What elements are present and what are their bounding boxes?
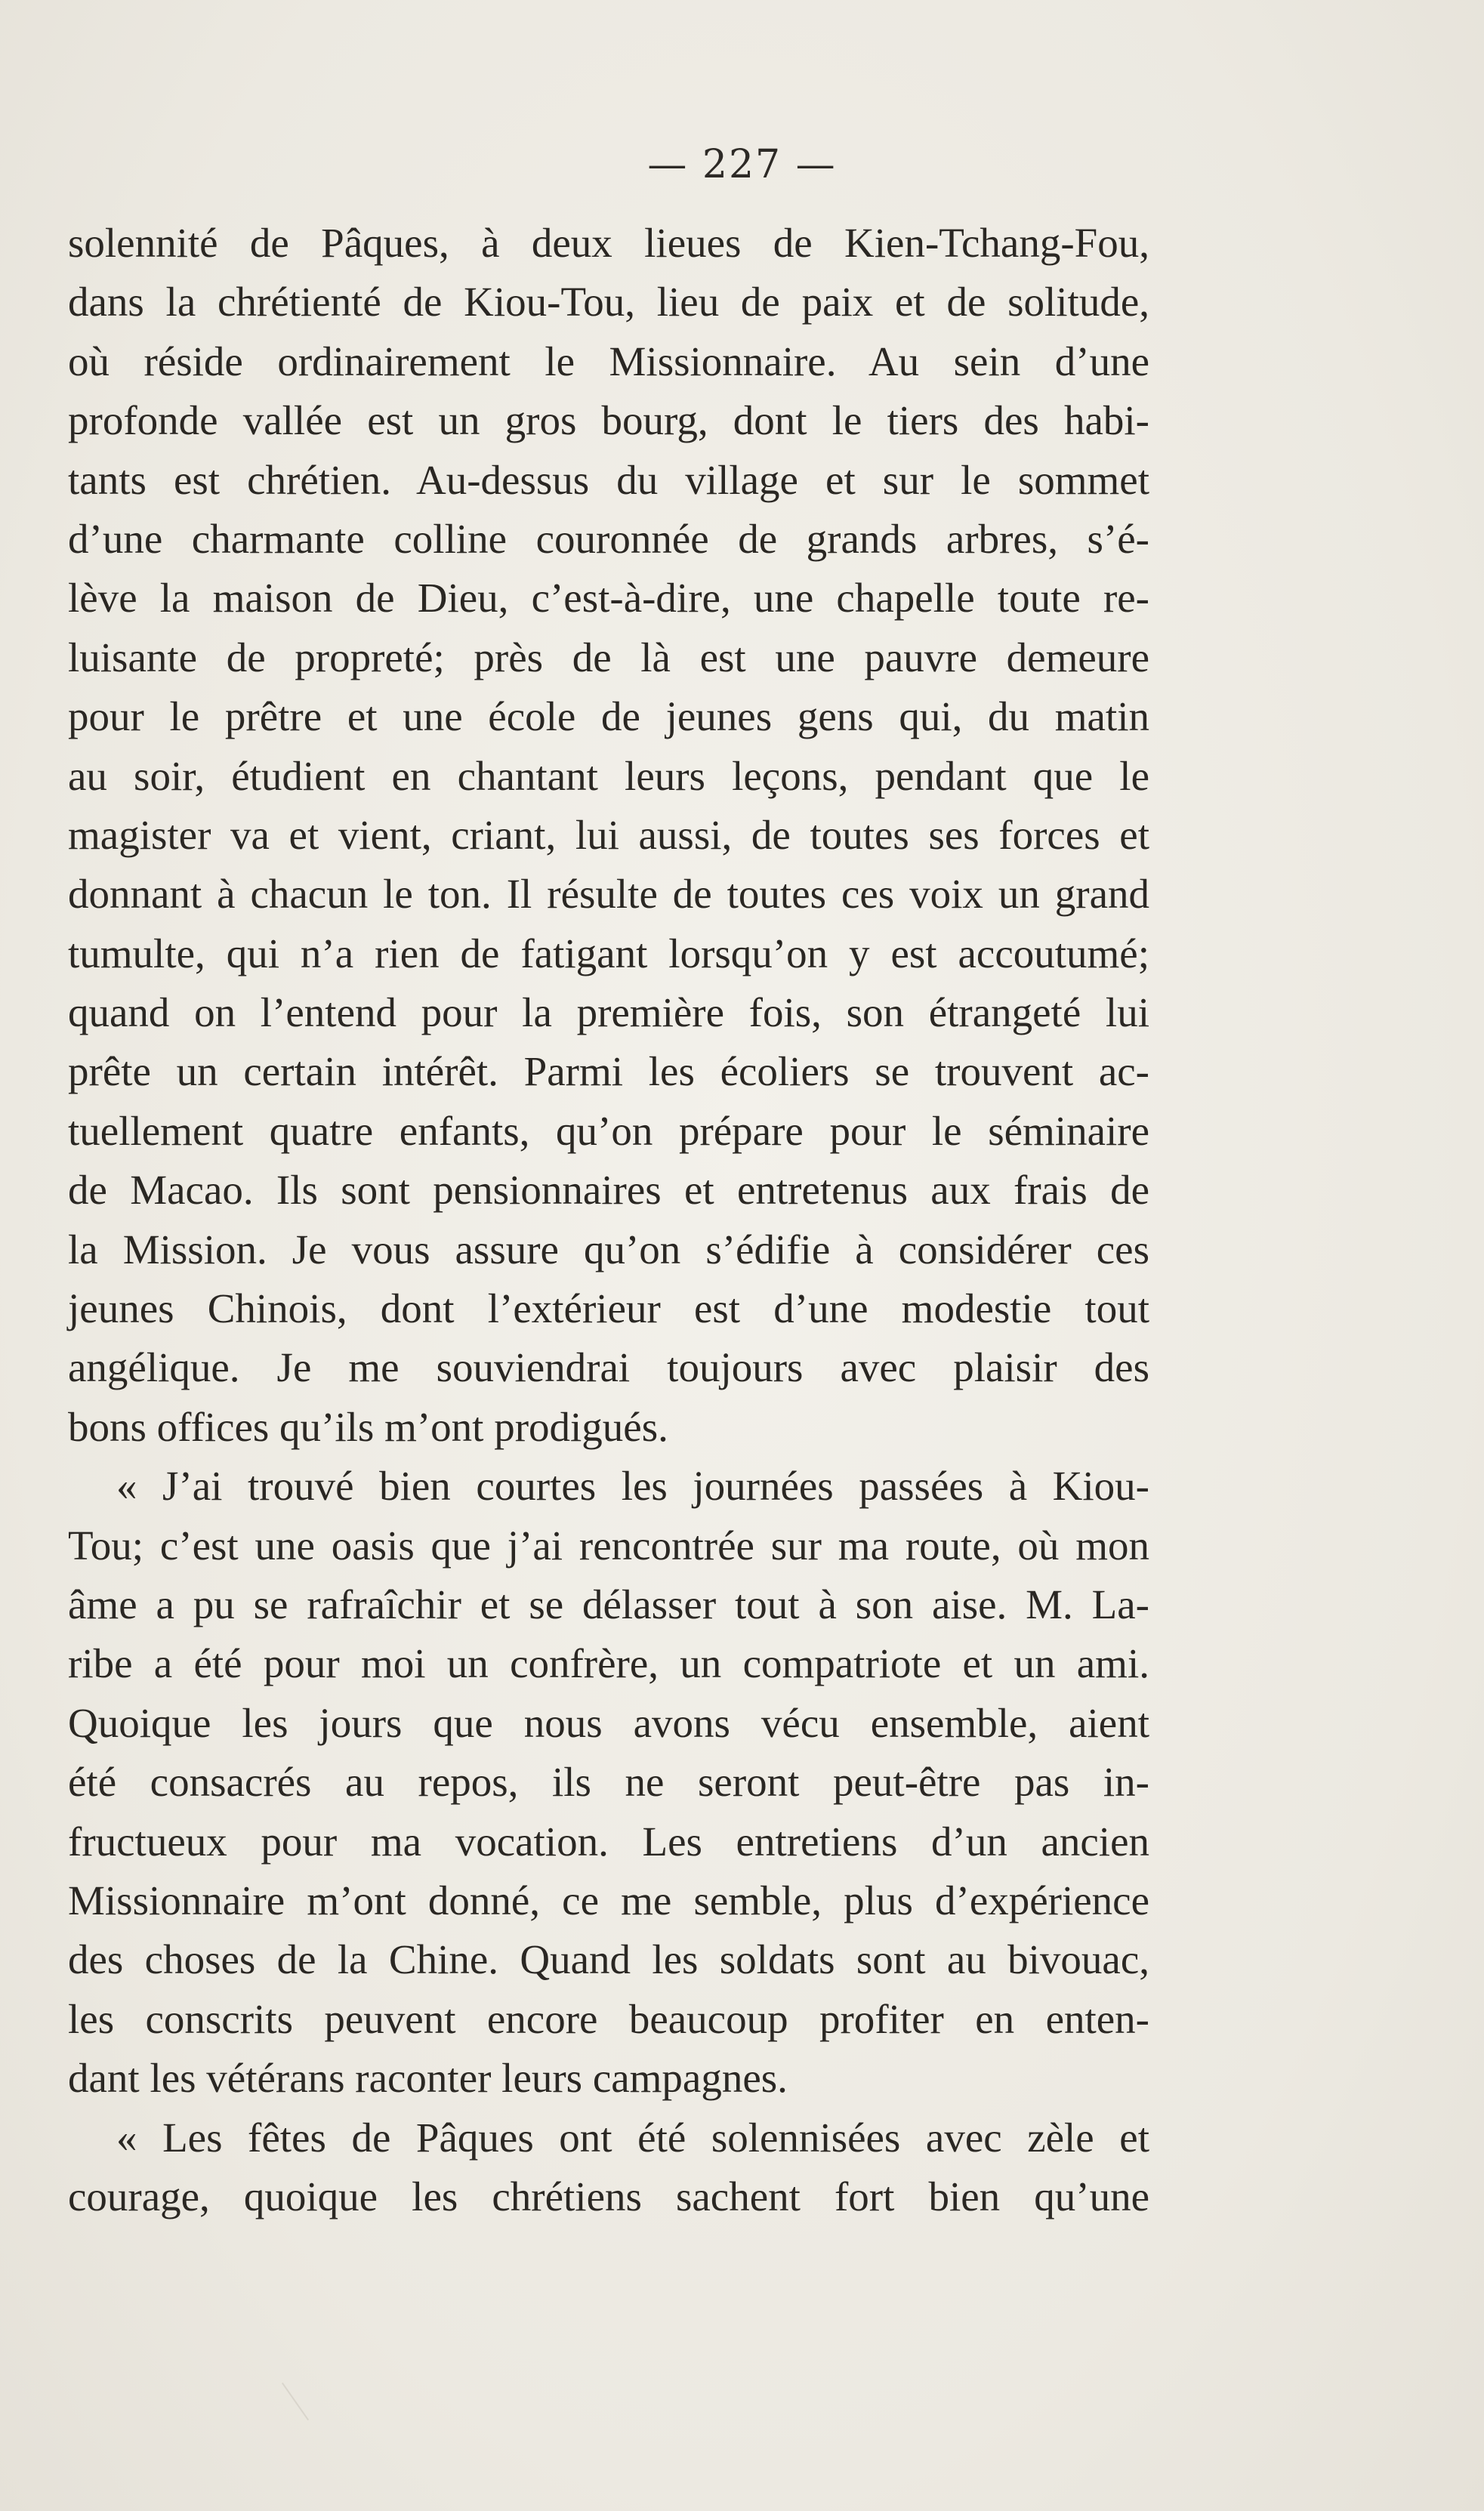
text-line: la Mission. Je vous assure qu’on s’édifie à considérer ces — [68, 1226, 1149, 1272]
text-line: fructueux pour ma vocation. Les entretiens d’un ancien — [68, 1818, 1149, 1865]
text-line: « J’ai trouvé bien courtes les journées passées à Kiou- — [116, 1463, 1149, 1510]
text-line: tuellement quatre enfants, qu’on prépare pour le séminaire — [68, 1107, 1149, 1154]
text-line: quand on l’entend pour la première fois, son étrangeté lui — [68, 989, 1149, 1036]
text-line: Tou; c’est une oasis que j’ai rencontrée sur ma route, où mon — [68, 1522, 1149, 1569]
paper-crease-mark — [282, 2383, 309, 2420]
text-line: dant les vétérans raconter leurs campagnes. — [68, 2055, 788, 2102]
text-line: angélique. Je me souviendrai toujours avec plaisir des — [68, 1344, 1149, 1391]
text-line: profonde vallée est un gros bourg, dont le tiers des habi- — [68, 397, 1149, 444]
body-text — [68, 214, 1149, 2226]
text-line: Quoique les jours que nous avons vécu ensemble, aient — [68, 1699, 1149, 1746]
text-line: lève la maison de Dieu, c’est-à-dire, une chapelle toute re- — [68, 575, 1149, 622]
text-line: magister va et vient, criant, lui aussi, de toutes ses forces et — [68, 811, 1149, 858]
text-line: « Les fêtes de Pâques ont été solennisées avec zèle et — [116, 2114, 1149, 2161]
text-line: jeunes Chinois, dont l’extérieur est d’une modestie tout — [68, 1285, 1149, 1332]
text-line: bons offices qu’ils m’ont prodigués. — [68, 1403, 668, 1450]
text-line: âme a pu se rafraîchir et se délasser tout à son aise. M. La- — [68, 1581, 1149, 1627]
page-number: — 227 — — [647, 142, 837, 187]
text-line: tants est chrétien. Au-dessus du village et sur le sommet — [68, 456, 1149, 503]
text-line: au soir, étudient en chantant leurs leçons, pendant que le — [68, 752, 1149, 799]
text-line: donnant à chacun le ton. Il résulte de toutes ces voix un grand — [68, 871, 1149, 918]
text-line: prête un certain intérêt. Parmi les écoliers se trouvent ac- — [68, 1048, 1149, 1095]
text-line: pour le prêtre et une école de jeunes gens qui, du matin — [68, 693, 1149, 740]
text-line: de Macao. Ils sont pensionnaires et entretenus aux frais de — [68, 1167, 1149, 1214]
text-line: des choses de la Chine. Quand les soldats sont au bivouac, — [68, 1936, 1149, 1983]
text-line: dans la chrétienté de Kiou-Tou, lieu de paix et de solitude, — [68, 279, 1149, 325]
text-line: les conscrits peuvent encore beaucoup profiter en enten- — [68, 1995, 1149, 2042]
text-line: d’une charmante colline couronnée de grands arbres, s’é- — [68, 515, 1149, 562]
text-line: été consacrés au repos, ils ne seront peut-être pas in- — [68, 1759, 1149, 1806]
text-line: luisante de propreté; près de là est une pauvre demeure — [68, 634, 1149, 680]
text-line: tumulte, qui n’a rien de fatigant lorsqu’on y est accoutumé; — [68, 930, 1149, 976]
text-line: courage, quoique les chrétiens sachent fort bien qu’une — [68, 2173, 1149, 2219]
text-line: où réside ordinairement le Missionnaire. Au sein d’une — [68, 338, 1149, 384]
text-line: ribe a été pour moi un confrère, un compatriote et un ami. — [68, 1640, 1149, 1687]
text-line: Missionnaire m’ont donné, ce me semble, plus d’expérience — [68, 1877, 1149, 1923]
text-line: solennité de Pâques, à deux lieues de Kien-Tchang-Fou, — [68, 220, 1149, 266]
